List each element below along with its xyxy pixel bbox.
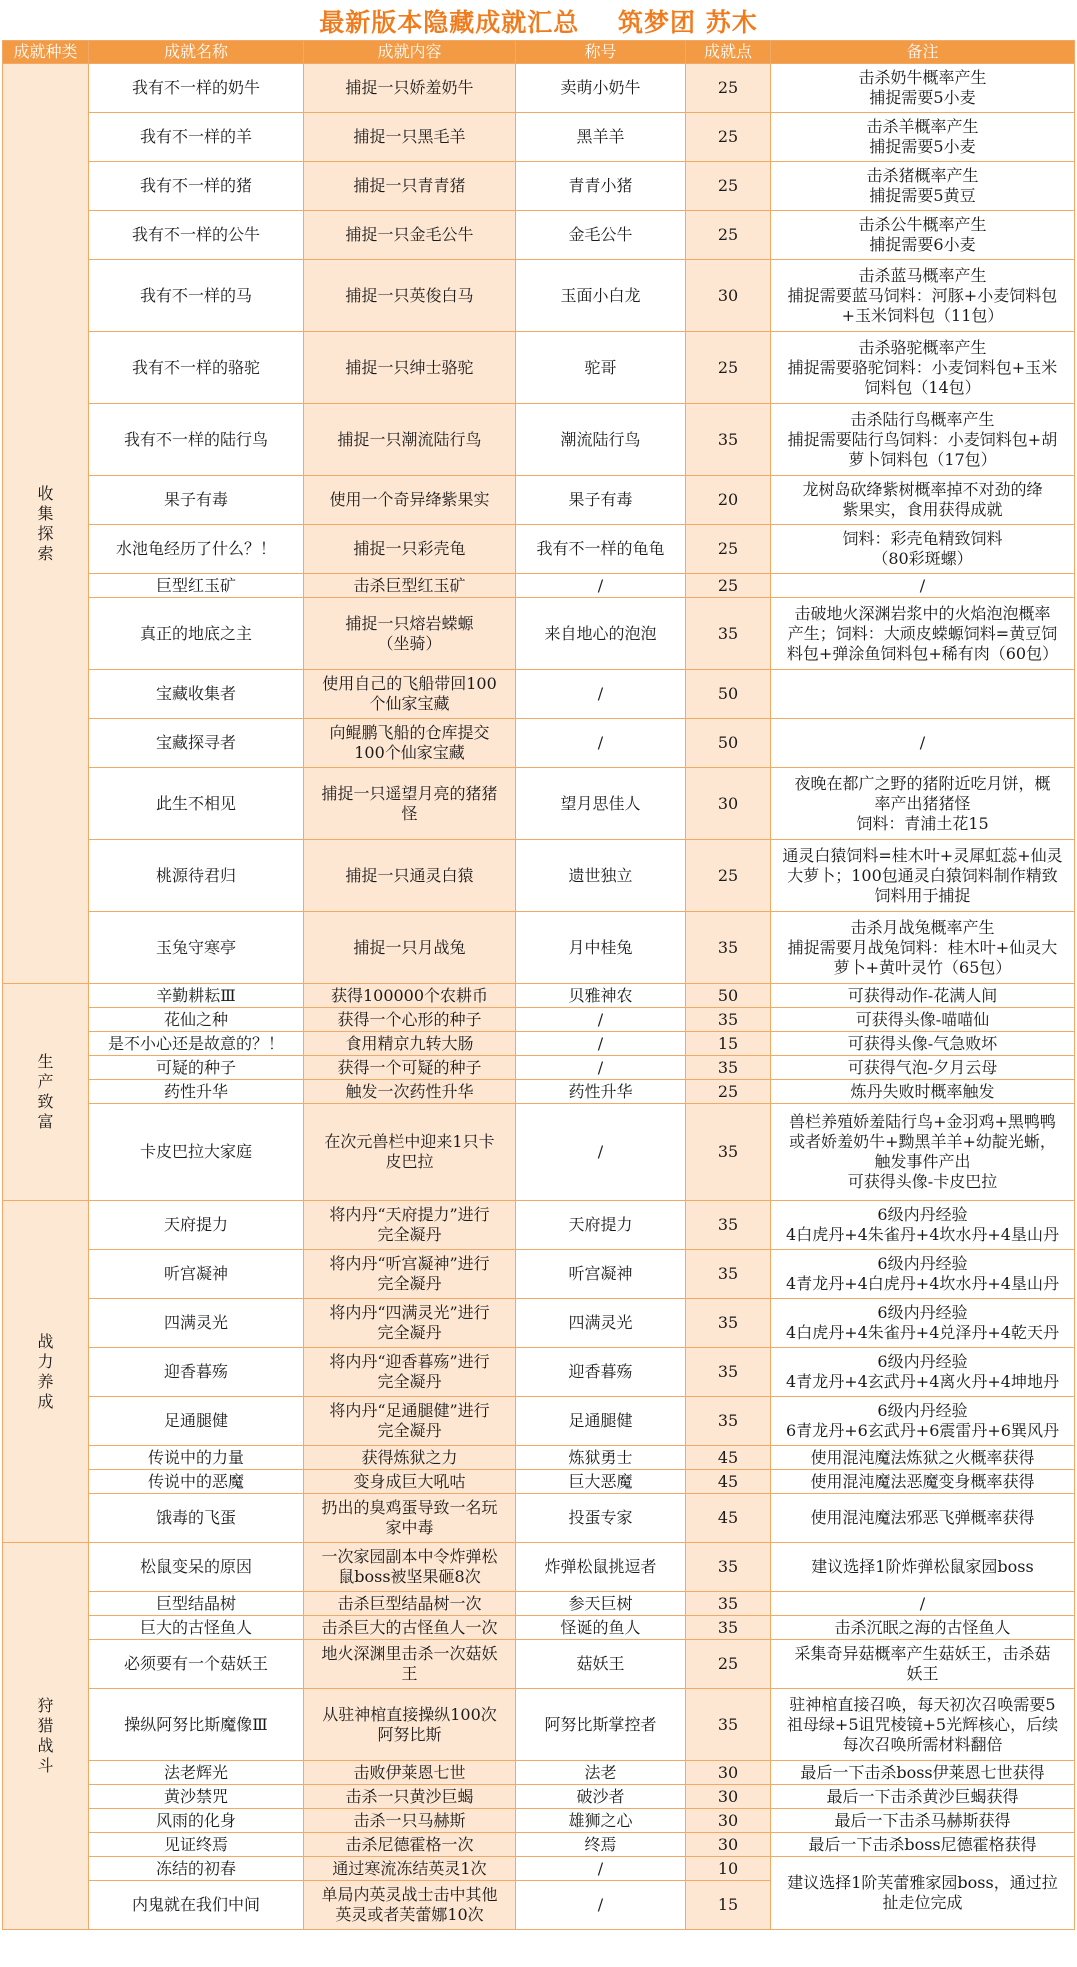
achievement-note: 可获得气泡-夕月云母 xyxy=(771,1056,1075,1080)
achievement-content: 捕捉一只黑毛羊 xyxy=(304,113,516,162)
achievement-title: 参天巨树 xyxy=(516,1592,686,1616)
achievement-content: 向鲲鹏飞船的仓库提交 100个仙家宝藏 xyxy=(304,719,516,768)
achievement-name: 传说中的恶魔 xyxy=(89,1470,304,1494)
header-row xyxy=(3,41,1075,64)
achievement-note: 炼丹失败时概率触发 xyxy=(771,1080,1075,1104)
achievement-title: 四满灵光 xyxy=(516,1299,686,1348)
achievement-note: 兽栏养殖娇羞陆行鸟+金羽鸡+黑鸭鸭 或者娇羞奶牛+黝黑羊羊+幼靛光蜥， 触发事件产出 可获得头像-卡皮巴拉 xyxy=(771,1104,1075,1201)
achievement-title: 驼哥 xyxy=(516,332,686,404)
achievement-note: 饲料：彩壳龟精致饲料 （80彩斑螺） xyxy=(771,525,1075,574)
achievement-points: 35 xyxy=(686,598,771,670)
achievement-name: 花仙之种 xyxy=(89,1008,304,1032)
achievement-note: 击杀猪概率产生 捕捉需要5黄豆 xyxy=(771,162,1075,211)
achievement-name: 我有不一样的公牛 xyxy=(89,211,304,260)
achievement-content: 将内丹“天府提力”进行 完全凝丹 xyxy=(304,1201,516,1250)
achievement-points: 25 xyxy=(686,574,771,598)
col-header-category: 成就种类 xyxy=(3,41,89,64)
achievement-name: 巨型结晶树 xyxy=(89,1592,304,1616)
category-cell xyxy=(3,1201,89,1543)
table-row xyxy=(3,1689,1075,1761)
achievement-note: 击杀公牛概率产生 捕捉需要6小麦 xyxy=(771,211,1075,260)
table-row xyxy=(3,1056,1075,1080)
achievement-title: 菇妖王 xyxy=(516,1640,686,1689)
achievement-name: 我有不一样的马 xyxy=(89,260,304,332)
achievement-title: 怪诞的鱼人 xyxy=(516,1616,686,1640)
achievement-points: 30 xyxy=(686,1761,771,1785)
achievement-name: 巨型红玉矿 xyxy=(89,574,304,598)
achievement-name: 内鬼就在我们中间 xyxy=(89,1881,304,1930)
achievement-name: 药性升华 xyxy=(89,1080,304,1104)
achievement-points: 35 xyxy=(686,1056,771,1080)
achievement-title: 贝雅神农 xyxy=(516,984,686,1008)
achievement-note: 最后一下击杀黄沙巨蝎获得 xyxy=(771,1785,1075,1809)
table-row xyxy=(3,1446,1075,1470)
achievement-title: 青青小猪 xyxy=(516,162,686,211)
achievement-content: 地火深渊里击杀一次菇妖 王 xyxy=(304,1640,516,1689)
table-row xyxy=(3,1201,1075,1250)
achievement-name: 松鼠变呆的原因 xyxy=(89,1543,304,1592)
achievement-note: 击杀奶牛概率产生 捕捉需要5小麦 xyxy=(771,64,1075,113)
table-row xyxy=(3,1640,1075,1689)
achievement-name: 天府提力 xyxy=(89,1201,304,1250)
achievement-title: 遗世独立 xyxy=(516,840,686,912)
achievement-points: 30 xyxy=(686,260,771,332)
achievement-points: 35 xyxy=(686,1008,771,1032)
achievement-title: 天府提力 xyxy=(516,1201,686,1250)
achievement-points: 25 xyxy=(686,211,771,260)
achievement-points: 15 xyxy=(686,1881,771,1930)
achievement-name: 辛勤耕耘Ⅲ xyxy=(89,984,304,1008)
achievement-name: 我有不一样的羊 xyxy=(89,113,304,162)
achievement-title: / xyxy=(516,719,686,768)
achievement-note: 可获得动作-花满人间 xyxy=(771,984,1075,1008)
achievement-content: 将内丹“足通腿健”进行 完全凝丹 xyxy=(304,1397,516,1446)
achievement-points: 30 xyxy=(686,1833,771,1857)
achievement-note: 6级内丹经验 4青龙丹+4玄武丹+4离火丹+4坤地丹 xyxy=(771,1348,1075,1397)
achievement-note: 夜晚在都广之野的猪附近吃月饼，概 率产出猪猪怪 饲料：青浦土花15 xyxy=(771,768,1075,840)
achievement-note: 建议选择1阶芙蕾雅家园boss，通过拉 扯走位完成 xyxy=(771,1857,1075,1930)
achievement-note: 使用混沌魔法恶魔变身概率获得 xyxy=(771,1470,1075,1494)
table-row xyxy=(3,476,1075,525)
achievement-content: 在次元兽栏中迎来1只卡 皮巴拉 xyxy=(304,1104,516,1201)
achievement-content: 击杀巨大的古怪鱼人一次 xyxy=(304,1616,516,1640)
achievement-points: 35 xyxy=(686,1616,771,1640)
achievement-points: 45 xyxy=(686,1446,771,1470)
achievement-title: 炼狱勇士 xyxy=(516,1446,686,1470)
achievement-content: 获得炼狱之力 xyxy=(304,1446,516,1470)
table-row xyxy=(3,840,1075,912)
table-row xyxy=(3,1543,1075,1592)
achievement-name: 果子有毒 xyxy=(89,476,304,525)
achievement-name: 饿毒的飞蛋 xyxy=(89,1494,304,1543)
achievement-note: 驻神棺直接召唤，每天初次召唤需要5 祖母绿+5诅咒棱镜+5光辉核心，后续 每次召唤所需材料翻倍 xyxy=(771,1689,1075,1761)
achievement-points: 35 xyxy=(686,1348,771,1397)
achievement-points: 25 xyxy=(686,64,771,113)
table-row xyxy=(3,113,1075,162)
achievement-points: 30 xyxy=(686,1785,771,1809)
achievement-points: 25 xyxy=(686,525,771,574)
achievement-points: 35 xyxy=(686,1397,771,1446)
achievement-note xyxy=(771,670,1075,719)
table-row xyxy=(3,1299,1075,1348)
achievement-name: 可疑的种子 xyxy=(89,1056,304,1080)
table-row xyxy=(3,1104,1075,1201)
achievement-points: 45 xyxy=(686,1470,771,1494)
achievement-content: 击败伊莱恩七世 xyxy=(304,1761,516,1785)
achievement-content: 扔出的臭鸡蛋导致一名玩 家中毒 xyxy=(304,1494,516,1543)
achievement-note: / xyxy=(771,1592,1075,1616)
achievement-note: 击杀月战兔概率产生 捕捉需要月战兔饲料：桂木叶+仙灵大 萝卜+黄叶灵竹（65包） xyxy=(771,912,1075,984)
achievement-title: 果子有毒 xyxy=(516,476,686,525)
achievement-points: 35 xyxy=(686,1299,771,1348)
achievement-note: 龙树岛砍绛紫树概率掉不对劲的绛 紫果实，食用获得成就 xyxy=(771,476,1075,525)
table-row xyxy=(3,719,1075,768)
table-row xyxy=(3,211,1075,260)
achievement-name: 宝藏收集者 xyxy=(89,670,304,719)
table-row xyxy=(3,1470,1075,1494)
achievement-title: 月中桂兔 xyxy=(516,912,686,984)
achievement-content: 获得一个心形的种子 xyxy=(304,1008,516,1032)
achievement-note: 最后一下击杀boss伊莱恩七世获得 xyxy=(771,1761,1075,1785)
achievement-content: 触发一次药性升华 xyxy=(304,1080,516,1104)
table-row xyxy=(3,1494,1075,1543)
table-row xyxy=(3,1592,1075,1616)
achievement-content: 击杀一只马赫斯 xyxy=(304,1809,516,1833)
achievement-content: 获得100000个农耕币 xyxy=(304,984,516,1008)
table-row xyxy=(3,912,1075,984)
achievement-name: 是不小心还是故意的？！ xyxy=(89,1032,304,1056)
achievement-note: 击杀沉眠之海的古怪鱼人 xyxy=(771,1616,1075,1640)
achievement-name: 我有不一样的陆行鸟 xyxy=(89,404,304,476)
achievement-note: 6级内丹经验 4白虎丹+4朱雀丹+4坎水丹+4垦山丹 xyxy=(771,1201,1075,1250)
achievement-points: 25 xyxy=(686,1640,771,1689)
table-row xyxy=(3,598,1075,670)
achievement-points: 35 xyxy=(686,1201,771,1250)
achievement-title: 黑羊羊 xyxy=(516,113,686,162)
table-row xyxy=(3,1397,1075,1446)
achievement-points: 50 xyxy=(686,984,771,1008)
category-label: 收集探索 xyxy=(37,483,54,563)
achievement-name: 冻结的初春 xyxy=(89,1857,304,1881)
table-row xyxy=(3,670,1075,719)
table-row xyxy=(3,162,1075,211)
achievement-name: 巨大的古怪鱼人 xyxy=(89,1616,304,1640)
achievement-content: 从驻神棺直接操纵100次 阿努比斯 xyxy=(304,1689,516,1761)
achievement-name: 黄沙禁咒 xyxy=(89,1785,304,1809)
achievement-note: 使用混沌魔法邪恶飞弹概率获得 xyxy=(771,1494,1075,1543)
achievement-name: 见证终焉 xyxy=(89,1833,304,1857)
achievement-content: 使用自己的飞船带回100 个仙家宝藏 xyxy=(304,670,516,719)
achievement-title: 潮流陆行鸟 xyxy=(516,404,686,476)
achievement-content: 食用精京九转大肠 xyxy=(304,1032,516,1056)
achievement-content: 捕捉一只潮流陆行鸟 xyxy=(304,404,516,476)
achievement-table xyxy=(2,40,1075,1930)
achievement-title: 破沙者 xyxy=(516,1785,686,1809)
achievement-note: / xyxy=(771,574,1075,598)
achievement-title: / xyxy=(516,1104,686,1201)
achievement-name: 操纵阿努比斯魔像Ⅲ xyxy=(89,1689,304,1761)
achievement-name: 宝藏探寻者 xyxy=(89,719,304,768)
achievement-name: 我有不一样的骆驼 xyxy=(89,332,304,404)
achievement-note: 击破地火深渊岩浆中的火焰泡泡概率 产生；饲料：大顽皮蝾螈饲料=黄豆饲 料包+弹涂鱼饲料包+稀有肉（60包） xyxy=(771,598,1075,670)
table-row xyxy=(3,768,1075,840)
achievement-name: 迎香暮殇 xyxy=(89,1348,304,1397)
achievement-content: 击杀尼德霍格一次 xyxy=(304,1833,516,1857)
achievement-points: 15 xyxy=(686,1032,771,1056)
category-cell xyxy=(3,984,89,1201)
achievement-content: 将内丹“四满灵光”进行 完全凝丹 xyxy=(304,1299,516,1348)
table-body xyxy=(3,64,1075,1930)
achievement-points: 35 xyxy=(686,1689,771,1761)
col-header-title: 称号 xyxy=(516,41,686,64)
achievement-points: 50 xyxy=(686,670,771,719)
achievement-title: 法老 xyxy=(516,1761,686,1785)
achievement-title: 望月思佳人 xyxy=(516,768,686,840)
achievement-title: / xyxy=(516,1032,686,1056)
achievement-note: 采集奇异菇概率产生菇妖王，击杀菇 妖王 xyxy=(771,1640,1075,1689)
achievement-points: 30 xyxy=(686,1809,771,1833)
table-row xyxy=(3,404,1075,476)
achievement-title: / xyxy=(516,1857,686,1881)
achievement-points: 10 xyxy=(686,1857,771,1881)
achievement-points: 30 xyxy=(686,768,771,840)
achievement-title: 我有不一样的龟龟 xyxy=(516,525,686,574)
achievement-note: 可获得头像-喵喵仙 xyxy=(771,1008,1075,1032)
achievement-name: 真正的地底之主 xyxy=(89,598,304,670)
achievement-title: 来自地心的泡泡 xyxy=(516,598,686,670)
achievement-note: 击杀蓝马概率产生 捕捉需要蓝马饲料：河豚+小麦饲料包 +玉米饲料包（11包） xyxy=(771,260,1075,332)
achievement-name: 四满灵光 xyxy=(89,1299,304,1348)
table-row xyxy=(3,574,1075,598)
achievement-content: 捕捉一只通灵白猿 xyxy=(304,840,516,912)
achievement-name: 必须要有一个菇妖王 xyxy=(89,1640,304,1689)
achievement-points: 35 xyxy=(686,1104,771,1201)
achievement-title: 巨大恶魔 xyxy=(516,1470,686,1494)
achievement-title: / xyxy=(516,670,686,719)
achievement-title: 炸弹松鼠挑逗者 xyxy=(516,1543,686,1592)
category-label: 战力养成 xyxy=(37,1331,54,1411)
achievement-name: 风雨的化身 xyxy=(89,1809,304,1833)
achievement-points: 25 xyxy=(686,162,771,211)
achievement-points: 50 xyxy=(686,719,771,768)
table-row xyxy=(3,1032,1075,1056)
achievement-points: 25 xyxy=(686,1080,771,1104)
achievement-name: 桃源待君归 xyxy=(89,840,304,912)
achievement-content: 通过寒流冻结英灵1次 xyxy=(304,1857,516,1881)
achievement-content: 捕捉一只彩壳龟 xyxy=(304,525,516,574)
table-row xyxy=(3,1250,1075,1299)
achievement-name: 此生不相见 xyxy=(89,768,304,840)
achievement-title: 玉面小白龙 xyxy=(516,260,686,332)
table-row xyxy=(3,1348,1075,1397)
achievement-content: 捕捉一只英俊白马 xyxy=(304,260,516,332)
achievement-title: 阿努比斯掌控者 xyxy=(516,1689,686,1761)
achievement-title: / xyxy=(516,1881,686,1930)
table-row xyxy=(3,1761,1075,1785)
achievement-name: 法老辉光 xyxy=(89,1761,304,1785)
achievement-title: 迎香暮殇 xyxy=(516,1348,686,1397)
table-row xyxy=(3,1857,1075,1881)
achievement-content: 击杀巨型红玉矿 xyxy=(304,574,516,598)
achievement-note: 建议选择1阶炸弹松鼠家园boss xyxy=(771,1543,1075,1592)
achievement-name: 听宫凝神 xyxy=(89,1250,304,1299)
category-cell xyxy=(3,1543,89,1930)
achievement-note: 最后一下击杀马赫斯获得 xyxy=(771,1809,1075,1833)
table-row xyxy=(3,1008,1075,1032)
achievement-content: 捕捉一只娇羞奶牛 xyxy=(304,64,516,113)
table-row xyxy=(3,260,1075,332)
achievement-title: 雄狮之心 xyxy=(516,1809,686,1833)
achievement-title: 足通腿健 xyxy=(516,1397,686,1446)
table-row xyxy=(3,1833,1075,1857)
achievement-note: 使用混沌魔法炼狱之火概率获得 xyxy=(771,1446,1075,1470)
achievement-content: 使用一个奇异绛紫果实 xyxy=(304,476,516,525)
achievement-title: 投蛋专家 xyxy=(516,1494,686,1543)
achievement-title: 药性升华 xyxy=(516,1080,686,1104)
table-row xyxy=(3,332,1075,404)
achievement-content: 变身成巨大吼咕 xyxy=(304,1470,516,1494)
achievement-title: / xyxy=(516,1008,686,1032)
achievement-title: 金毛公牛 xyxy=(516,211,686,260)
achievement-title: / xyxy=(516,574,686,598)
achievement-title: 终焉 xyxy=(516,1833,686,1857)
achievement-points: 35 xyxy=(686,1250,771,1299)
col-header-note: 备注 xyxy=(771,41,1075,64)
achievement-title: / xyxy=(516,1056,686,1080)
category-label: 生产致富 xyxy=(37,1052,54,1131)
achievement-title: 卖萌小奶牛 xyxy=(516,64,686,113)
achievement-note: 6级内丹经验 4白虎丹+4朱雀丹+4兑泽丹+4乾天丹 xyxy=(771,1299,1075,1348)
achievement-name: 玉兔守寒亭 xyxy=(89,912,304,984)
achievement-note: 6级内丹经验 6青龙丹+6玄武丹+6震雷丹+6巽风丹 xyxy=(771,1397,1075,1446)
achievement-content: 捕捉一只金毛公牛 xyxy=(304,211,516,260)
sheet-title: 最新版本隐藏成就汇总 筑梦团 苏木 xyxy=(319,8,758,37)
achievement-points: 25 xyxy=(686,332,771,404)
achievement-note: 6级内丹经验 4青龙丹+4白虎丹+4坎水丹+4垦山丹 xyxy=(771,1250,1075,1299)
achievement-points: 25 xyxy=(686,840,771,912)
achievement-points: 35 xyxy=(686,1592,771,1616)
table-row xyxy=(3,984,1075,1008)
achievement-points: 35 xyxy=(686,912,771,984)
table-row xyxy=(3,1809,1075,1833)
col-header-name: 成就名称 xyxy=(89,41,304,64)
table-row xyxy=(3,525,1075,574)
table-row xyxy=(3,1616,1075,1640)
achievement-content: 将内丹“迎香暮殇”进行 完全凝丹 xyxy=(304,1348,516,1397)
achievement-content: 将内丹“听宫凝神”进行 完全凝丹 xyxy=(304,1250,516,1299)
table-row xyxy=(3,64,1075,113)
achievement-points: 20 xyxy=(686,476,771,525)
achievement-content: 捕捉一只遥望月亮的猪猪 怪 xyxy=(304,768,516,840)
achievement-content: 一次家园副本中令炸弹松 鼠boss被坚果砸8次 xyxy=(304,1543,516,1592)
achievement-content: 捕捉一只绅士骆驼 xyxy=(304,332,516,404)
achievement-note: 击杀骆驼概率产生 捕捉需要骆驼饲料：小麦饲料包+玉米 饲料包（14包） xyxy=(771,332,1075,404)
achievement-name: 传说中的力量 xyxy=(89,1446,304,1470)
achievement-note: 可获得头像-气急败坏 xyxy=(771,1032,1075,1056)
achievement-note: 击杀羊概率产生 捕捉需要5小麦 xyxy=(771,113,1075,162)
table-row xyxy=(3,1785,1075,1809)
achievement-points: 35 xyxy=(686,404,771,476)
achievement-note: 击杀陆行鸟概率产生 捕捉需要陆行鸟饲料：小麦饲料包+胡 萝卜饲料包（17包） xyxy=(771,404,1075,476)
achievement-note: 最后一下击杀boss尼德霍格获得 xyxy=(771,1833,1075,1857)
achievement-title: 听宫凝神 xyxy=(516,1250,686,1299)
achievement-points: 45 xyxy=(686,1494,771,1543)
achievement-name: 水池龟经历了什么？！ xyxy=(89,525,304,574)
achievement-content: 捕捉一只青青猪 xyxy=(304,162,516,211)
category-cell xyxy=(3,64,89,984)
achievement-points: 25 xyxy=(686,113,771,162)
achievement-name: 卡皮巴拉大家庭 xyxy=(89,1104,304,1201)
achievement-note: 通灵白猿饲料=桂木叶+灵犀虹蕊+仙灵 大萝卜；100包通灵白猿饲料制作精致 饲料用于捕捉 xyxy=(771,840,1075,912)
achievement-content: 单局内英灵战士击中其他 英灵或者芙蕾娜10次 xyxy=(304,1881,516,1930)
achievement-content: 击杀一只黄沙巨蝎 xyxy=(304,1785,516,1809)
achievement-points: 35 xyxy=(686,1543,771,1592)
col-header-points: 成就点 xyxy=(686,41,771,64)
achievement-content: 捕捉一只月战兔 xyxy=(304,912,516,984)
col-header-content: 成就内容 xyxy=(304,41,516,64)
achievement-name: 我有不一样的奶牛 xyxy=(89,64,304,113)
achievement-content: 获得一个可疑的种子 xyxy=(304,1056,516,1080)
achievement-note: / xyxy=(771,719,1075,768)
achievement-content: 击杀巨型结晶树一次 xyxy=(304,1592,516,1616)
achievement-name: 足通腿健 xyxy=(89,1397,304,1446)
achievement-content: 捕捉一只熔岩蝾螈 （坐骑） xyxy=(304,598,516,670)
table-row xyxy=(3,1080,1075,1104)
achievement-name: 我有不一样的猪 xyxy=(89,162,304,211)
category-label: 狩猎战斗 xyxy=(37,1696,54,1775)
